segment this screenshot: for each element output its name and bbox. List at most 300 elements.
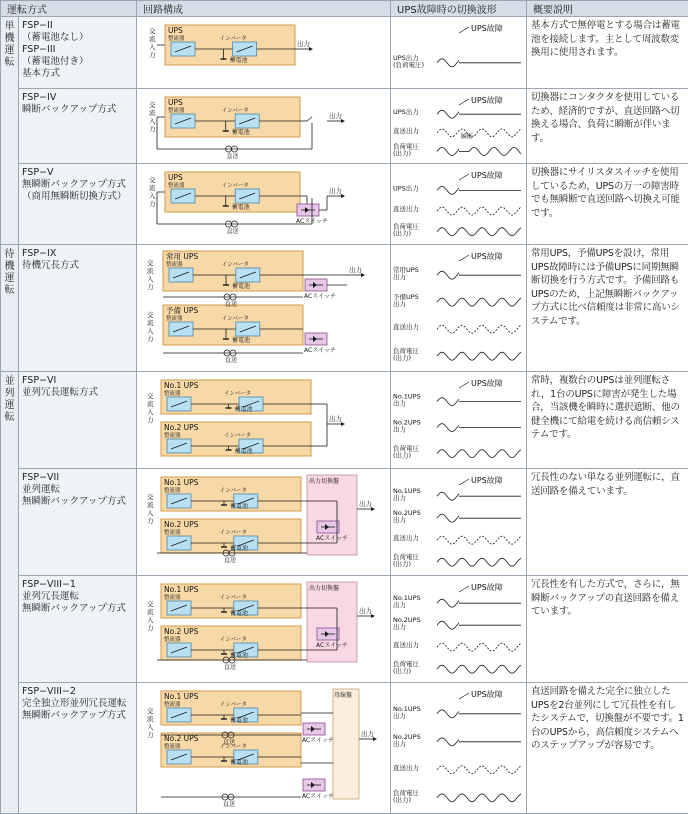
wave-label (393, 616, 421, 631)
ups-unit (163, 305, 303, 345)
fail-pointer (459, 27, 469, 33)
waveform-diagram (391, 17, 527, 84)
char: 入 (149, 42, 156, 51)
circuit-cell (137, 372, 391, 469)
ups-title: No.2 UPS (164, 423, 199, 432)
wave-trace (437, 492, 459, 500)
ups-title: No.1 UPS (164, 381, 199, 390)
battery-label: 蓄電池 (232, 128, 250, 136)
wave-label-line: No.2UPS (393, 509, 421, 517)
char: 入 (147, 508, 154, 517)
inverter-label: インバータ (224, 389, 251, 397)
wave-trace (437, 450, 521, 458)
char: 交 (147, 310, 154, 319)
fail-pointer (459, 99, 469, 105)
wave-label-line: 出力 (393, 739, 406, 748)
wave-label (393, 142, 420, 158)
table-row (1, 245, 688, 372)
wave-label-line: (出力) (393, 353, 411, 362)
description-cell: 基本方式で無停電とする場合は蓄電池を接続します。主として周波数変換用に使用されます。 (527, 17, 688, 89)
char: 流 (149, 183, 156, 192)
char: 交 (147, 391, 154, 400)
battery-label: 蓄電池 (230, 502, 248, 510)
wave-trace (437, 228, 521, 236)
char: 入 (147, 722, 154, 731)
wave-label (393, 487, 421, 502)
wave-trace (437, 794, 521, 802)
wave-trace (437, 110, 459, 118)
waveform-cell (391, 89, 527, 164)
wave-label-line: UPS出力 (393, 53, 419, 62)
ac-input-label (147, 599, 154, 632)
waveform-diagram (391, 245, 527, 367)
char: 力 (147, 282, 154, 291)
inverter-label: インバータ (220, 34, 247, 42)
mode-cell (19, 164, 137, 245)
wave-label (393, 763, 419, 772)
waveform-diagram (391, 372, 527, 464)
wave-label (393, 183, 419, 192)
wave-label-line: 直送出力 (393, 763, 419, 772)
rectifier-label: 整流器 (164, 431, 181, 439)
mode-line: 無瞬断バックアップ方式 (22, 603, 133, 615)
inverter-label: インバータ (220, 486, 247, 494)
wave-label (393, 705, 421, 720)
mode-line: （商用無瞬断切換方式） (22, 191, 133, 203)
inverter-label: インバータ (220, 700, 247, 708)
header-mode: 運転方式 (1, 1, 137, 17)
switch-panel-label: 出力切換盤 (309, 584, 339, 592)
wave-trace (437, 207, 521, 215)
wave-label-line: (出力) (393, 559, 411, 568)
rectifier-label: 整流器 (164, 389, 181, 397)
mode-line: 無瞬断バックアップ方式 (22, 496, 133, 508)
wave-trace (437, 325, 521, 333)
wave-label-line: No.1UPS (393, 594, 421, 602)
ups-unit (161, 519, 301, 553)
char: 流 (147, 500, 154, 509)
char: 入 (147, 274, 154, 283)
wave-label-line: 出力 (393, 299, 406, 308)
fail-pointer (459, 693, 469, 699)
table-row (1, 17, 688, 89)
ac-input-label (147, 706, 154, 739)
bypass-label: 直送 (225, 356, 237, 364)
mode-line: 並列運転 (22, 484, 133, 496)
mode-line: 瞬断バックアップ方式 (22, 104, 133, 116)
description-cell: 切換器にサイリスタスイッチを使用しているため，UPSの万一の障害時でも無瞬断で直送回路へ切換え可能です。 (527, 164, 688, 245)
wave-label-line: 出力 (393, 399, 406, 408)
wave-label-line: 出力 (393, 515, 406, 524)
char: 力 (149, 124, 156, 133)
wave-label-line: (負荷電圧) (393, 60, 424, 69)
wave-label-line: No.1UPS (393, 705, 421, 713)
inverter-label: インバータ (220, 593, 247, 601)
mode-line: FSP−VII (22, 472, 133, 484)
char: 力 (147, 730, 154, 739)
group-cell (1, 372, 19, 814)
rectifier-label: 整流器 (168, 34, 185, 42)
wave-label-line: No.2UPS (393, 616, 421, 624)
waveform-cell (391, 164, 527, 245)
ups-fail-label: UPS故障 (471, 95, 503, 105)
gap-label: 瞬断 (461, 132, 473, 140)
wave-trace (437, 643, 521, 651)
battery-label: 蓄電池 (232, 282, 250, 290)
table-row (1, 164, 688, 245)
char: 入 (147, 615, 154, 624)
wave-label-line: 出力 (393, 711, 406, 720)
ups-title: 常用 UPS (166, 251, 198, 261)
fail-pointer (459, 586, 469, 592)
mode-line: FSP−IX (22, 248, 133, 260)
bypass-label: 直送 (223, 800, 235, 808)
waveform-diagram (391, 164, 527, 240)
rectifier-label: 整流器 (164, 700, 181, 708)
bypass-label: 直送 (223, 738, 235, 746)
inverter-label: インバータ (220, 528, 247, 536)
mode-line: FSP−VIII−1 (22, 579, 133, 591)
inverter-label: インバータ (224, 431, 251, 439)
fail-pointer (459, 255, 469, 261)
ac-input-label (147, 391, 154, 424)
wave-trace (437, 148, 459, 156)
char: 力 (147, 415, 154, 424)
wave-label (393, 222, 420, 238)
waveform-diagram (391, 469, 527, 571)
bus-panel (333, 689, 359, 799)
rectifier-label: 整流器 (168, 106, 185, 114)
wave-label-line: 直送出力 (393, 126, 419, 135)
wave-label-line: 予備UPS (393, 292, 419, 301)
inverter-label: インバータ (222, 314, 249, 322)
bypass-label: 直送 (224, 556, 236, 564)
description-cell: 常時，複数台のUPSは並列運転され，1台のUPSに障害が発生した場合，当該機を瞬時に選択遮断、他の健全機にて給電を続ける高信頼システムです。 (527, 372, 688, 469)
ups-unit (161, 626, 301, 660)
battery-label: 蓄電池 (235, 447, 253, 455)
battery-label: 蓄電池 (232, 203, 250, 211)
header-waveform: UPS故障時の切換波形 (391, 1, 527, 17)
wave-label-line: 負荷電圧 (393, 346, 420, 355)
wave-label-line: UPS出力 (393, 107, 419, 116)
ac-switch-label: ACスイッチ (316, 642, 348, 649)
char: 交 (147, 599, 154, 608)
waveform-cell (391, 17, 527, 89)
description-cell: 冗長性のない単なる並列運転に，直送回路を備えています。 (527, 469, 688, 576)
mode-line: FSP−VIII−2 (22, 686, 133, 698)
fail-pointer (459, 479, 469, 485)
group-label: 単機運転 (4, 21, 16, 69)
mode-cell (19, 683, 137, 814)
circuit-cell (137, 469, 391, 576)
ups-title: No.1 UPS (164, 585, 199, 594)
char: 流 (147, 318, 154, 327)
wave-trace (437, 514, 459, 522)
wave-label (393, 640, 419, 649)
rectifier-label: 整流器 (164, 486, 181, 494)
wave-trace (437, 766, 521, 774)
rectifier-label: 整流器 (166, 260, 183, 268)
wave-label (393, 509, 421, 524)
wave-label-line: No.1UPS (393, 487, 421, 495)
inverter-label: インバータ (220, 742, 247, 750)
waveform-cell (391, 245, 527, 372)
ac-switch (304, 279, 336, 300)
wave-label (393, 322, 419, 331)
wave-label-line: 負荷電圧 (393, 444, 420, 453)
mode-cell (19, 372, 137, 469)
wave-trace (437, 738, 459, 746)
battery-label: 蓄電池 (230, 56, 248, 64)
description-cell: 直送回路を備えた完全に独立したUPSを2台並列にして冗長性を有したシステムで，切換盤が不要です。1台のUPSから，高信頼度システムへのステップアップが容易です。 (527, 683, 688, 814)
output-label: 出力 (329, 111, 342, 120)
ac-switch (304, 333, 336, 354)
ups-unit (161, 584, 301, 618)
circuit-diagram (137, 164, 391, 240)
ac-switch-label: ACスイッチ (316, 535, 348, 542)
ups-fail-label: UPS故障 (471, 689, 503, 699)
ups-unit (165, 25, 295, 65)
circuit-diagram (137, 683, 391, 809)
output-label: 出力 (359, 499, 372, 508)
char: 交 (147, 706, 154, 715)
mode-line: FSP−IV (22, 92, 133, 104)
waveform-cell (391, 683, 527, 814)
wave-label (393, 107, 419, 116)
group-cell (1, 17, 19, 245)
waveform-diagram (391, 683, 527, 809)
ac-switch-label: ACスイッチ (296, 218, 328, 225)
wave-label-line: 出力 (393, 493, 406, 502)
rectifier-label: 整流器 (166, 314, 183, 322)
ups-title: 予備 UPS (166, 305, 198, 315)
wave-label-line: No.1UPS (393, 393, 421, 401)
circuit-diagram (137, 576, 391, 678)
wave-label-line: (出力) (393, 795, 411, 804)
circuit-cell (137, 245, 391, 372)
char: 力 (149, 199, 156, 208)
mode-line: （蓄電池なし） (22, 32, 133, 44)
circuit-cell (137, 17, 391, 89)
wave-label-line: 負荷電圧 (393, 552, 420, 561)
ups-fail-label: UPS故障 (471, 23, 503, 33)
wave-label-line: 直送出力 (393, 533, 419, 542)
header-circuit: 回路構成 (137, 1, 391, 17)
wave-label (393, 265, 419, 281)
wave-trace (437, 599, 459, 607)
wave-label-line: 出力 (393, 425, 406, 434)
ups-fail-label: UPS故障 (471, 251, 503, 261)
rectifier-label: 整流器 (164, 593, 181, 601)
circuit-cell (137, 89, 391, 164)
mode-cell (19, 469, 137, 576)
ac-switch (302, 779, 334, 800)
wave-trace (437, 271, 459, 279)
wave-trace (437, 186, 459, 194)
ups-unit (161, 477, 301, 511)
wave-label-line: 出力 (393, 272, 406, 281)
wave-label-line: 常用UPS (393, 265, 419, 274)
wave-trace (437, 536, 521, 544)
mode-line: FSP−V (22, 167, 133, 179)
battery-label: 蓄電池 (230, 544, 248, 552)
ups-fail-label: UPS故障 (471, 582, 503, 592)
mode-line: FSP−VI (22, 375, 133, 387)
ups-title: UPS (168, 173, 183, 182)
waveform-cell (391, 372, 527, 469)
battery-label: 蓄電池 (230, 716, 248, 724)
circuit-cell (137, 576, 391, 683)
mode-line: 並列冗長運転 (22, 591, 133, 603)
ups-title: UPS (168, 98, 183, 107)
description-cell: 冗長性を有した方式で，さらに，無瞬断バックアップの直送回路を備えています。 (527, 576, 688, 683)
wave-label-line: UPS出力 (393, 183, 419, 192)
fail-pointer (459, 174, 469, 180)
fail-pointer (459, 382, 469, 388)
ups-fail-label: UPS故障 (471, 170, 503, 180)
wave-label (393, 788, 420, 804)
waveform-cell (391, 576, 527, 683)
table-row (1, 576, 688, 683)
battery-label: 蓄電池 (230, 609, 248, 617)
ac-switch-label: ACスイッチ (302, 793, 334, 800)
description-cell: 常用UPS，予備UPSを設け，常用UPS故障時には予備UPSに同期無瞬断切換を行う方式です。予備回路もUPSのため，上記無瞬断バックアップ方式に比べ信頼度は非常に高いシステムです。 (527, 245, 688, 372)
header-desc: 概要説明 (527, 1, 688, 17)
wave-trace (437, 621, 459, 629)
wave-label-line: (出力) (393, 229, 411, 238)
table-row (1, 469, 688, 576)
ups-unit (161, 422, 311, 456)
output-label: 出力 (297, 39, 310, 48)
circuit-cell (137, 164, 391, 245)
wave-label (393, 393, 421, 408)
wave-trace (437, 59, 459, 67)
bypass-label: 直送 (224, 663, 236, 671)
header-row (1, 1, 688, 17)
wave-label (393, 444, 420, 460)
switch-panel-label: 出力切換盤 (309, 477, 339, 485)
char: 入 (149, 116, 156, 125)
char: 力 (147, 623, 154, 632)
waveform-diagram (391, 89, 527, 159)
wave-trace (437, 398, 459, 406)
inverter-label: インバータ (222, 106, 249, 114)
char: 交 (147, 492, 154, 501)
wave-label-line: 出力 (393, 600, 406, 609)
wave-label-line: 負荷電圧 (393, 222, 420, 231)
char: 力 (149, 50, 156, 59)
ac-switch (302, 723, 334, 744)
battery-label: 蓄電池 (230, 651, 248, 659)
char: 流 (149, 108, 156, 117)
battery-label: 蓄電池 (232, 336, 250, 344)
output-label: 出力 (349, 265, 362, 274)
ac-input-label (147, 258, 154, 291)
output-label: 出力 (329, 186, 342, 195)
ups-title: No.2 UPS (164, 627, 199, 636)
ups-unit (161, 691, 301, 725)
wave-label (393, 53, 424, 69)
circuit-diagram (137, 89, 391, 159)
inverter-label: インバータ (222, 260, 249, 268)
ac-input-label (149, 100, 156, 133)
ups-unit (165, 172, 300, 212)
mode-line: 完全独立形並列冗長運転 (22, 698, 133, 710)
ups-title: No.1 UPS (164, 692, 199, 701)
wave-label-line: No.2UPS (393, 419, 421, 427)
wave-label-line: (出力) (393, 451, 411, 460)
wave-label-line: 負荷電圧 (393, 142, 420, 151)
mode-line: FSP−II (22, 20, 133, 32)
char: 交 (149, 100, 156, 109)
circuit-diagram (137, 469, 391, 571)
circuit-diagram (137, 17, 391, 84)
ac-switch-label: ACスイッチ (304, 347, 336, 354)
wave-label-line: 負荷電圧 (393, 788, 420, 797)
ups-fail-label: UPS故障 (471, 378, 503, 388)
char: 流 (147, 607, 154, 616)
wave-label-line: 直送出力 (393, 640, 419, 649)
char: 流 (147, 714, 154, 723)
ac-input-label (147, 310, 154, 343)
bypass-label: 直送 (225, 300, 237, 308)
ups-unit (165, 97, 300, 137)
mode-line: FSP−III (22, 44, 133, 56)
group-label: 待機運転 (4, 249, 16, 297)
char: 入 (149, 191, 156, 200)
wave-label (393, 419, 421, 434)
ac-switch-label: ACスイッチ (302, 737, 334, 744)
char: 流 (149, 34, 156, 43)
table-row (1, 683, 688, 814)
wave-trace (437, 710, 459, 718)
wave-trace (437, 665, 521, 673)
mode-line: 無瞬断バックアップ方式 (22, 179, 133, 191)
char: 流 (147, 399, 154, 408)
wave-label-line: (出力) (393, 666, 411, 675)
description-cell: 切換器にコンタクタを使用しているため、経済的ですが、直送回路へ切換える場合、負荷に瞬断が伴います。 (527, 89, 688, 164)
battery-label: 蓄電池 (230, 758, 248, 766)
char: 流 (147, 266, 154, 275)
wave-trace (437, 352, 521, 360)
char: 入 (147, 326, 154, 335)
mode-cell (19, 89, 137, 164)
bypass-label: 直送 (227, 227, 239, 235)
rectifier-label: 整流器 (168, 181, 185, 189)
wave-label-line: 負荷電圧 (393, 659, 420, 668)
wave-label (393, 292, 419, 308)
ac-switch-label: ACスイッチ (304, 293, 336, 300)
ups-title: UPS (168, 26, 183, 35)
char: 交 (149, 26, 156, 35)
table-row (1, 89, 688, 164)
wave-label (393, 733, 421, 748)
mode-cell (19, 245, 137, 372)
table-row (1, 372, 688, 469)
wave-trace (437, 558, 521, 566)
wave-label (393, 126, 419, 135)
ups-unit (161, 380, 311, 414)
wave-label-line: No.2UPS (393, 733, 421, 741)
wave-label-line: 出力 (393, 622, 406, 631)
mode-line: 待機冗長方式 (22, 260, 133, 272)
rectifier-label: 整流器 (164, 635, 181, 643)
inverter-label: インバータ (220, 635, 247, 643)
waveform-cell (391, 469, 527, 576)
ups-title: No.2 UPS (164, 734, 199, 743)
ac-input-label (149, 175, 156, 208)
char: 交 (149, 175, 156, 184)
